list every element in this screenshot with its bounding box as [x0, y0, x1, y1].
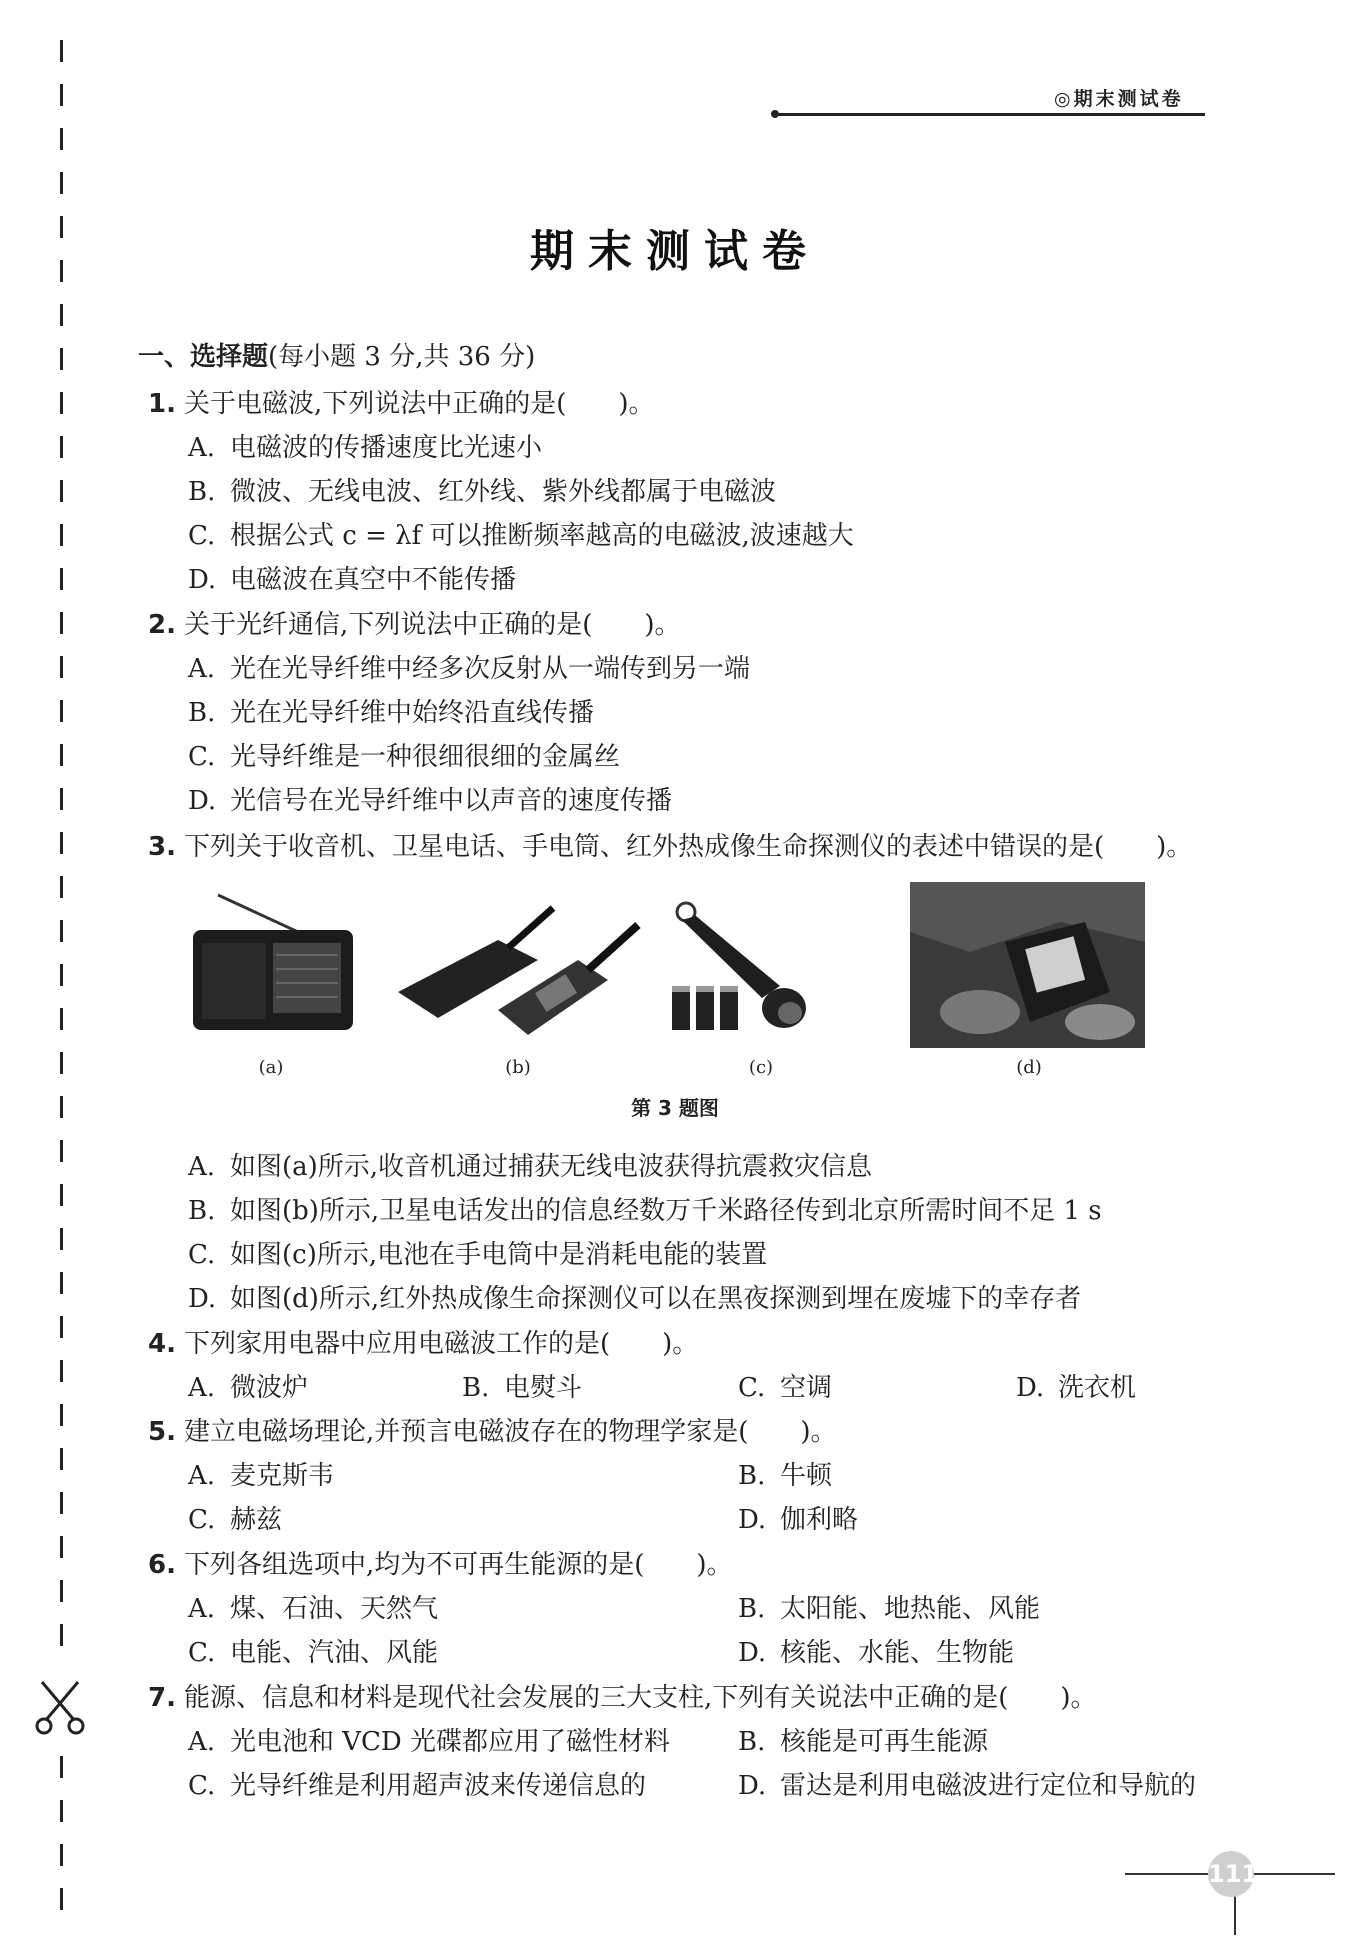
cut-line-dash: [60, 1008, 63, 1030]
cut-line-dash: [60, 1052, 63, 1074]
question-number: 5.: [148, 1417, 176, 1447]
cut-line-dash: [60, 1140, 63, 1162]
q7-option-b: B. 核能是可再生能源: [738, 1727, 989, 1757]
question-7-stem: [148, 1681, 1097, 1715]
q1-option-d: D. 电磁波在真空中不能传播: [188, 565, 517, 595]
cut-line-dash: [60, 832, 63, 854]
cut-line-dash: [60, 84, 63, 106]
cut-line-dash: [60, 964, 63, 986]
cut-line-dash: [60, 1800, 63, 1822]
figure-caption-c: (c): [748, 1057, 774, 1078]
cut-line-dash: [60, 876, 63, 898]
question-text: 建立电磁场理论,并预言电磁波存在的物理学家是( )。: [184, 1417, 837, 1447]
question-number: 2.: [148, 610, 176, 640]
figure-caption-a: (a): [258, 1057, 284, 1078]
section-label: 一、选择题: [138, 342, 269, 372]
header-rule: [775, 113, 1205, 116]
thermal-detector-image: [910, 882, 1145, 1048]
q1-option-a: A. 电磁波的传播速度比光速小: [188, 433, 543, 463]
q7-option-c: C. 光导纤维是利用超声波来传递信息的: [188, 1771, 647, 1801]
question-5-stem: [148, 1415, 837, 1449]
question-3-stem: [148, 830, 1192, 864]
cut-line: [60, 30, 64, 1930]
question-text: 关于光纤通信,下列说法中正确的是( )。: [184, 610, 681, 640]
q7-option-d: D. 雷达是利用电磁波进行定位和导航的: [738, 1771, 1197, 1801]
question-text: 下列关于收音机、卫星电话、手电筒、红外热成像生命探测仪的表述中错误的是( )。: [184, 832, 1193, 862]
q3-option-a: A. 如图(a)所示,收音机通过捕获无线电波获得抗震救灾信息: [188, 1152, 873, 1182]
question-number: 1.: [148, 389, 176, 419]
question-text: 下列家用电器中应用电磁波工作的是( )。: [184, 1329, 699, 1359]
cut-line-dash: [60, 788, 63, 810]
question-2-stem: [148, 608, 681, 642]
cut-line-dash: [60, 1228, 63, 1250]
cut-line-dash: [60, 40, 63, 62]
q2-option-a: A. 光在光导纤维中经多次反射从一端传到另一端: [188, 654, 751, 684]
q7-option-a: A. 光电池和 VCD 光碟都应用了磁性材料: [188, 1727, 671, 1757]
q2-option-d: D. 光信号在光导纤维中以声音的速度传播: [188, 786, 673, 816]
question-text: 能源、信息和材料是现代社会发展的三大支柱,下列有关说法中正确的是( )。: [184, 1683, 1097, 1713]
q1-option-c: C. 根据公式 c = λf 可以推断频率越高的电磁波,波速越大: [188, 521, 854, 551]
q2-option-b: B. 光在光导纤维中始终沿直线传播: [188, 698, 595, 728]
q3-option-c: C. 如图(c)所示,电池在手电筒中是消耗电能的装置: [188, 1240, 768, 1270]
cut-line-dash: [60, 1184, 63, 1206]
cut-line-dash: [60, 524, 63, 546]
page-title: 期末测试卷: [530, 226, 820, 277]
cut-line-dash: [60, 1844, 63, 1866]
running-title: ◎期末测试卷: [1054, 88, 1184, 110]
cut-line-dash: [60, 1888, 63, 1910]
q4-option-b: B. 电熨斗: [462, 1373, 583, 1403]
question-number: 4.: [148, 1329, 176, 1359]
question-6-stem: [148, 1548, 733, 1582]
cut-line-dash: [60, 1272, 63, 1294]
q4-option-a: A. 微波炉: [188, 1373, 309, 1403]
cut-line-dash: [60, 1580, 63, 1602]
cut-line-dash: [60, 1624, 63, 1646]
cut-line-dash: [60, 700, 63, 722]
q3-option-d: D. 如图(d)所示,红外热成像生命探测仪可以在黑夜探测到埋在废墟下的幸存者: [188, 1284, 1082, 1314]
q5-option-c: C. 赫兹: [188, 1505, 283, 1535]
q6-option-c: C. 电能、汽油、风能: [188, 1638, 439, 1668]
section-heading: [138, 340, 535, 374]
page-number: 111: [1208, 1851, 1254, 1897]
question-text: 关于电磁波,下列说法中正确的是( )。: [184, 389, 655, 419]
cut-line-dash: [60, 304, 63, 326]
figure-caption-d: (d): [1016, 1057, 1042, 1078]
q5-option-d: D. 伽利略: [738, 1505, 859, 1535]
cut-line-dash: [60, 1448, 63, 1470]
question-4-stem: [148, 1327, 698, 1361]
cut-line-dash: [60, 1360, 63, 1382]
q6-option-d: D. 核能、水能、生物能: [738, 1638, 1015, 1668]
q4-option-d: D. 洗衣机: [1016, 1373, 1137, 1403]
figure-title: 第 3 题图: [631, 1096, 719, 1120]
cut-line-dash: [60, 656, 63, 678]
question-1-stem: [148, 387, 655, 421]
cut-line-dash: [60, 128, 63, 150]
question-text: 下列各组选项中,均为不可再生能源的是( )。: [184, 1550, 733, 1580]
cut-line-dash: [60, 436, 63, 458]
cut-line-dash: [60, 568, 63, 590]
figure-caption-b: (b): [505, 1057, 531, 1078]
cut-line-dash: [60, 392, 63, 414]
satellite-phone-image: [388, 900, 648, 1040]
q3-option-b: B. 如图(b)所示,卫星电话发出的信息经数万千米路径传到北京所需时间不足 1 s: [188, 1196, 1102, 1226]
q1-option-b: B. 微波、无线电波、红外线、紫外线都属于电磁波: [188, 477, 777, 507]
section-note: (每小题 3 分,共 36 分): [268, 342, 536, 372]
cut-line-dash: [60, 744, 63, 766]
q4-option-c: C. 空调: [738, 1373, 833, 1403]
cut-line-dash: [60, 1404, 63, 1426]
radio-image: [188, 885, 358, 1035]
question-number: 3.: [148, 832, 176, 862]
cut-line-dash: [60, 172, 63, 194]
q5-option-b: B. 牛顿: [738, 1461, 833, 1491]
scissors-icon: [30, 1678, 90, 1738]
cut-line-dash: [60, 1756, 63, 1778]
cut-line-dash: [60, 920, 63, 942]
question-number: 7.: [148, 1683, 176, 1713]
cut-line-dash: [60, 348, 63, 370]
q2-option-c: C. 光导纤维是一种很细很细的金属丝: [188, 742, 621, 772]
cut-line-dash: [60, 480, 63, 502]
flashlight-image: [662, 898, 842, 1038]
q6-option-a: A. 煤、石油、天然气: [188, 1594, 439, 1624]
cut-line-dash: [60, 1316, 63, 1338]
cut-line-dash: [60, 612, 63, 634]
cut-line-dash: [60, 1536, 63, 1558]
q5-option-a: A. 麦克斯韦: [188, 1461, 335, 1491]
q6-option-b: B. 太阳能、地热能、风能: [738, 1594, 1041, 1624]
cut-line-dash: [60, 1492, 63, 1514]
question-number: 6.: [148, 1550, 176, 1580]
